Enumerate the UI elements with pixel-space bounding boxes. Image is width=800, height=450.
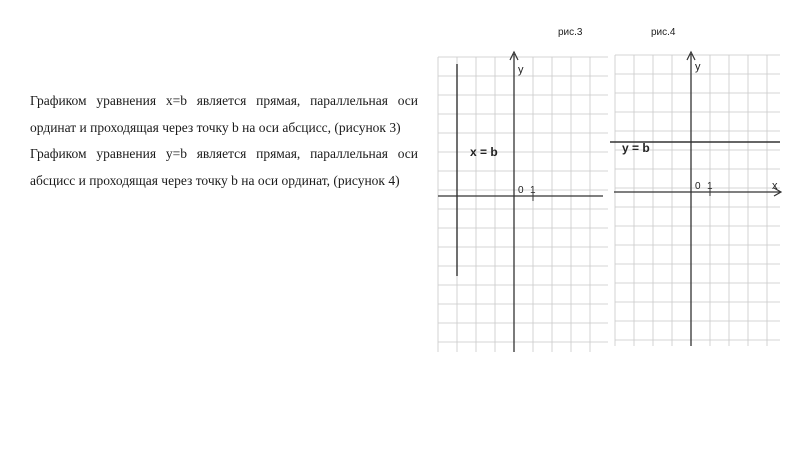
figure-4-y-label: y [695, 61, 701, 73]
figure-4-x-label: x [772, 180, 778, 192]
paragraph-x-equals-b: Графиком уравнения x=b является прямая, параллельная оси ординат и проходящая через точку b на оси абсцисс, (рисунок 3) [30, 93, 418, 135]
figure-3-y-label: y [518, 64, 524, 76]
figure-3-unit-label: 1 [530, 185, 536, 196]
figure-3-grid [438, 57, 608, 352]
paragraph-y-equals-b: Графиком уравнения y=b является прямая, параллельная оси абсцисс и проходящая через точку b на оси ординат, (рисунок 4) [30, 146, 418, 188]
figure-4-line-label: y = b [622, 141, 650, 155]
figure-4-graph [610, 52, 781, 346]
figure-4-origin-label: 0 [695, 181, 701, 192]
figure-4-grid [615, 55, 780, 346]
figure-4-unit-label: 1 [707, 181, 713, 192]
figure-3-line-label: x = b [470, 145, 498, 159]
figure-3-caption: рис.3 [558, 27, 583, 38]
figure-4-caption: рис.4 [651, 27, 676, 38]
figure-3-origin-label: 0 [518, 185, 524, 196]
figure-3-graph [438, 52, 608, 352]
